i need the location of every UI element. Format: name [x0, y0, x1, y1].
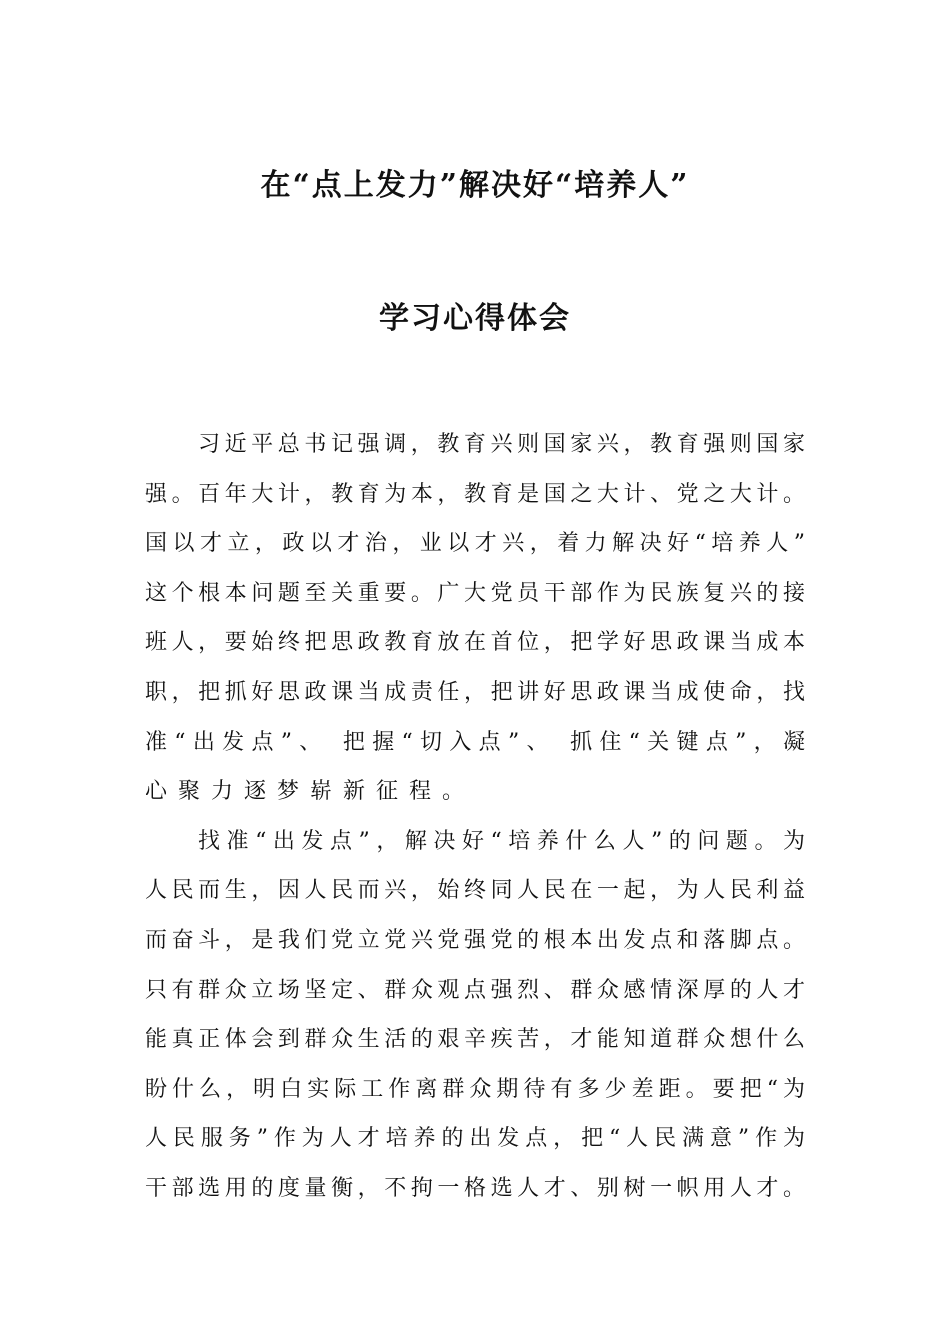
document-title: 在“点上发力”解决好“培养人” — [260, 168, 690, 203]
text-line: 职，把抓好思政课当成责任，把讲好思政课当成使命，找 — [145, 679, 805, 705]
text-line: 准“出发点”、 把握“切入点”、 抓住“关键点”，凝 — [145, 729, 805, 755]
text-line: 班人，要始终把思政教育放在首位，把学好思政课当成本 — [145, 630, 805, 656]
paragraph-1 — [145, 428, 805, 825]
text-line: 这个根本问题至关重要。广大党员干部作为民族复兴的接 — [145, 580, 805, 606]
text-line: 人民而生，因人民而兴，始终同人民在一起，为人民利益 — [145, 878, 805, 904]
paragraph-2 — [145, 825, 805, 1222]
text-line: 只有群众立场坚定、群众观点强烈、群众感情深厚的人才 — [145, 977, 805, 1003]
text-line: 国以才立，政以才治，业以才兴，着力解决好“培养人” — [145, 531, 805, 557]
text-line: 习近平总书记强调，教育兴则国家兴，教育强则国家 — [198, 432, 805, 457]
text-line: 盼什么，明白实际工作离群众期待有多少差距。要把“为 — [145, 1076, 805, 1102]
text-line: 找准“出发点”，解决好“培养什么人”的问题。为 — [198, 828, 805, 854]
text-line: 能真正体会到群众生活的艰辛疾苦，才能知道群众想什么 — [145, 1027, 805, 1053]
text-line: 干部选用的度量衡，不拘一格选人才、别树一帜用人才。 — [145, 1175, 805, 1201]
text-line: 心聚力逐梦崭新征程。 — [145, 779, 476, 805]
text-line: 人民服务”作为人才培养的出发点，把“人民满意”作为 — [145, 1126, 805, 1152]
document-subtitle: 学习心得体会 — [379, 301, 571, 336]
text-line: 强。百年大计，教育为本，教育是国之大计、党之大计。 — [145, 481, 805, 507]
text-line: 而奋斗，是我们党立党兴党强党的根本出发点和落脚点。 — [145, 927, 805, 953]
document-body — [145, 428, 805, 1222]
